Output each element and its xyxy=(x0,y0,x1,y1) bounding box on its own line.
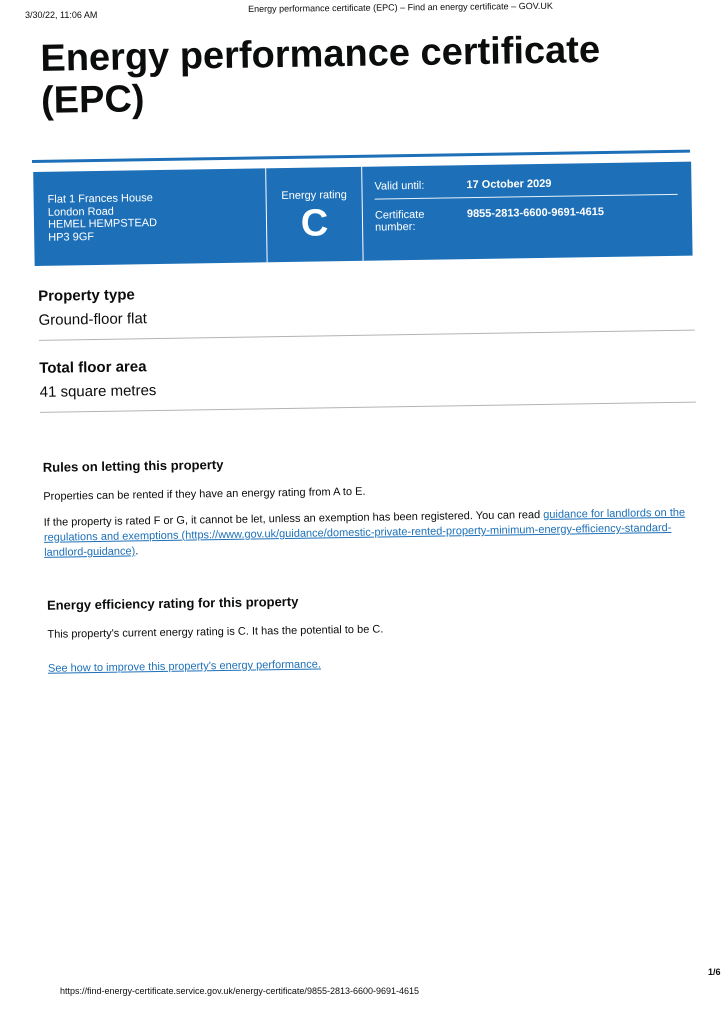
letting-rules-text: Properties can be rented if they have an energy rating from A to E. xyxy=(43,485,366,503)
certificate-number-label: Certificate number: xyxy=(374,208,425,234)
letting-exemption-prefix: If the property is rated F or G, it cannot be let, unless an exemption has been registered. You can read xyxy=(43,508,544,529)
floor-area-label: Total floor area xyxy=(39,358,147,377)
improve-performance-link[interactable]: See how to improve this property's energy performance. xyxy=(47,658,322,675)
landlord-guidance-url: (https://www.gov.uk/guidance/domestic-private-rented-property-minimum-energy-efficiency-standard-landlord-guidance) xyxy=(44,521,672,559)
energy-rating-value: C xyxy=(300,202,329,245)
address-line: Flat 1 Frances House xyxy=(47,192,153,206)
divider xyxy=(39,330,695,341)
energy-rating-box xyxy=(266,167,363,262)
property-type-value: Ground-floor flat xyxy=(38,310,148,329)
property-type-label: Property type xyxy=(38,286,135,305)
address-line: HEMEL HEMPSTEAD xyxy=(47,217,158,231)
address-line: London Road xyxy=(47,205,114,219)
address-line: HP3 9GF xyxy=(48,230,95,244)
efficiency-heading: Energy efficiency rating for this property xyxy=(46,593,299,613)
letting-rules-heading: Rules on letting this property xyxy=(42,457,224,475)
print-datetime: 3/30/22, 11:06 AM xyxy=(25,10,98,20)
floor-area-value: 41 square metres xyxy=(39,382,157,401)
page-number: 1/6 xyxy=(708,967,721,977)
divider xyxy=(40,402,696,413)
letting-exemption-text xyxy=(44,506,695,561)
efficiency-text: This property's current energy rating is C. It has the potential to be C. xyxy=(47,623,384,641)
certificate-details xyxy=(362,162,692,261)
certificate-number-value: 9855-2813-6600-9691-4615 xyxy=(466,205,604,221)
print-page-title: Energy performance certificate (EPC) – Find an energy certificate – GOV.UK xyxy=(248,0,553,14)
valid-until-value: 17 October 2029 xyxy=(466,177,552,192)
print-footer-url: https://find-energy-certificate.service.gov.uk/energy-certificate/9855-2813-6600-9691-4615 xyxy=(60,986,420,996)
letting-exemption-suffix: . xyxy=(135,545,139,558)
epc-summary-banner xyxy=(33,162,692,266)
landlord-guidance-link[interactable]: guidance for landlords on the regulations and exemptions xyxy=(43,506,686,544)
valid-until-label: Valid until: xyxy=(374,179,425,193)
details-divider xyxy=(375,194,678,200)
energy-rating-label: Energy rating xyxy=(281,189,347,203)
property-address xyxy=(33,168,267,266)
page-title: Energy performance certificate (EPC) xyxy=(40,29,601,122)
title-rule xyxy=(32,150,690,163)
